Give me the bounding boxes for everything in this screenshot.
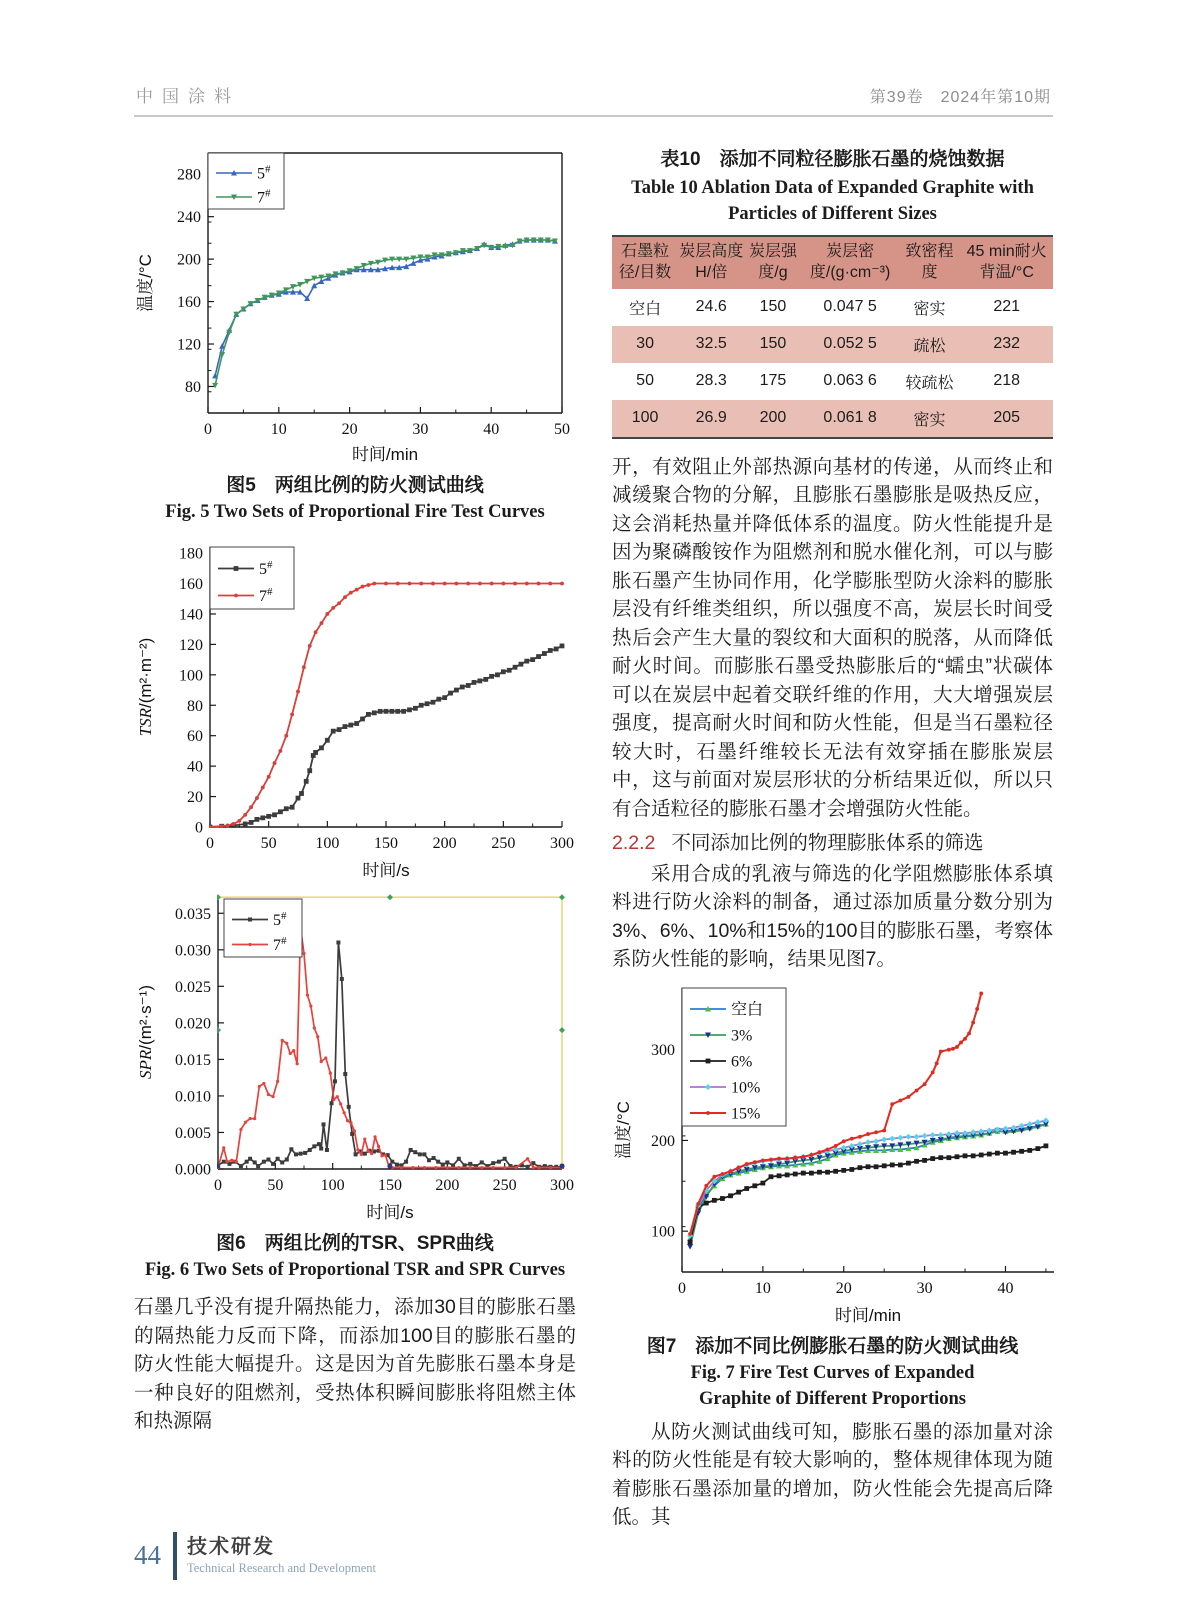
figure-5 xyxy=(134,137,576,525)
svg-text:10: 10 xyxy=(754,1279,771,1297)
table-row: 30 32.5 150 0.052 5 疏松 232 xyxy=(612,326,1053,363)
svg-text:7#: 7# xyxy=(259,586,273,605)
svg-text:0.005: 0.005 xyxy=(175,1124,211,1142)
journal-name: 中国涂料 xyxy=(136,87,240,106)
svg-text:30: 30 xyxy=(916,1279,933,1297)
svg-text:200: 200 xyxy=(435,1177,460,1194)
left-column xyxy=(134,137,576,1532)
left-paragraph: 石墨几乎没有提升隔热能力，添加30目的膨胀石墨的隔热能力反而下降，而添加100目的膨胀石墨的防火性能大幅提升。这是因为首先膨胀石墨本身是一种良好的阻燃剂，受热体积瞬间膨胀将阻燃主体和热源隔 xyxy=(134,1296,576,1432)
svg-text:0.030: 0.030 xyxy=(175,942,211,960)
fig5-caption-en: Fig. 5 Two Sets of Proportional Fire Test Curves xyxy=(165,502,545,522)
svg-text:0: 0 xyxy=(678,1279,686,1297)
table10-title-en: Table 10 Ablation Data of Expanded Graphite with Particles of Different Sizes xyxy=(631,178,1034,224)
svg-text:20: 20 xyxy=(835,1279,852,1297)
table10-header-cell: 炭层强度/g xyxy=(748,243,797,281)
two-column-layout xyxy=(134,137,1053,1532)
fig5-caption-cn: 图5 两组比例的防火测试曲线 xyxy=(226,475,484,496)
svg-text:20: 20 xyxy=(187,789,203,807)
svg-text:100: 100 xyxy=(179,667,203,685)
svg-text:150: 150 xyxy=(374,835,398,852)
footer-section xyxy=(187,1535,376,1577)
svg-text:0.000: 0.000 xyxy=(175,1161,211,1179)
svg-text:100: 100 xyxy=(320,1177,345,1194)
table10-header-cell: 45 min耐火背温/°C xyxy=(966,243,1047,281)
svg-text:时间/s: 时间/s xyxy=(362,861,410,880)
svg-text:200: 200 xyxy=(651,1132,675,1150)
table10 xyxy=(612,235,1053,439)
svg-text:时间/min: 时间/min xyxy=(351,445,419,464)
svg-text:时间/s: 时间/s xyxy=(366,1203,414,1222)
svg-text:15%: 15% xyxy=(731,1105,761,1123)
footer-section-cn: 技术研发 xyxy=(187,1535,275,1558)
svg-text:200: 200 xyxy=(177,251,201,269)
right-paragraph-3: 从防火测试曲线可知，膨胀石墨的添加量对涂料的防火性能是有较大影响的，整体规律体现为随着膨胀石墨添加量的增加，防火性能会先提高后降低。其 xyxy=(612,1420,1053,1529)
svg-text:7#: 7# xyxy=(273,935,287,954)
svg-text:280: 280 xyxy=(177,166,201,184)
svg-text:10%: 10% xyxy=(731,1079,761,1097)
svg-text:140: 140 xyxy=(179,606,203,624)
table-row: 100 26.9 200 0.061 8 密实 205 xyxy=(612,400,1053,438)
svg-text:5#: 5# xyxy=(259,559,273,578)
svg-text:30: 30 xyxy=(412,421,429,438)
table10-header-cell: 炭层密度/(g·cm⁻³) xyxy=(809,243,891,281)
svg-text:180: 180 xyxy=(179,545,203,563)
svg-text:时间/min: 时间/min xyxy=(834,1305,902,1325)
table10-title-cn: 表10 添加不同粒径膨胀石墨的烧蚀数据 xyxy=(660,149,1005,170)
svg-text:100: 100 xyxy=(315,835,340,852)
fig7-fire-test-chart xyxy=(612,978,1064,1330)
svg-text:250: 250 xyxy=(492,1177,517,1194)
svg-text:80: 80 xyxy=(185,378,201,396)
fig7-caption-en: Fig. 7 Fire Test Curves of Expanded Graphite of Different Proportions xyxy=(690,1362,975,1409)
table10-body xyxy=(612,289,1053,438)
svg-text:200: 200 xyxy=(432,835,457,852)
figure-6 xyxy=(134,535,576,1283)
footer-divider xyxy=(173,1532,177,1580)
svg-text:空白: 空白 xyxy=(731,1001,764,1019)
svg-text:50: 50 xyxy=(267,1177,284,1194)
section-title: 不同添加比例的物理膨胀体系的筛选 xyxy=(671,832,984,855)
svg-text:40: 40 xyxy=(997,1279,1014,1297)
footer-section-en: Technical Research and Development xyxy=(187,1560,376,1575)
svg-text:5#: 5# xyxy=(273,910,287,929)
svg-text:160: 160 xyxy=(179,576,203,594)
svg-text:0.025: 0.025 xyxy=(175,978,211,996)
svg-text:7#: 7# xyxy=(257,187,271,207)
table10-header-cell: 炭层高度H/倍 xyxy=(679,243,744,281)
svg-text:6%: 6% xyxy=(731,1053,753,1071)
svg-text:0.020: 0.020 xyxy=(175,1015,211,1033)
svg-text:100: 100 xyxy=(651,1223,675,1241)
svg-text:50: 50 xyxy=(260,835,277,852)
svg-text:10: 10 xyxy=(270,421,287,438)
fig5-temperature-chart xyxy=(134,137,574,469)
svg-text:300: 300 xyxy=(651,1041,675,1059)
svg-text:0: 0 xyxy=(214,1177,222,1194)
table-row: 50 28.3 175 0.063 6 较疏松 218 xyxy=(636,372,1021,392)
svg-text:160: 160 xyxy=(177,294,201,312)
svg-text:120: 120 xyxy=(179,636,203,654)
svg-text:0.010: 0.010 xyxy=(175,1088,211,1106)
page-header xyxy=(134,0,1053,117)
page-number: 44 xyxy=(134,1540,161,1571)
svg-text:50: 50 xyxy=(554,421,570,438)
svg-text:0: 0 xyxy=(206,835,214,852)
svg-text:300: 300 xyxy=(550,1177,574,1194)
svg-text:300: 300 xyxy=(550,835,574,852)
svg-text:40: 40 xyxy=(187,758,203,776)
table-row: 空白 24.6 150 0.047 5 密实 221 xyxy=(629,298,1021,318)
right-paragraph-1: 开，有效阻止外部热源向基材的传递，从而终止和减缓聚合物的分解，且膨胀石墨膨胀是吸热反应，这会消耗热量并降低体系的温度。防火性能提升是因为聚磷酸铵作为阻燃剂和脱水催化剂，可以与膨胀石墨产生协同作用，化学膨胀型防火涂料的膨胀层没有纤维类组织，所以强度不高，炭层长时间受热后会产生大量的裂纹和大面积的脱落，从而降低耐火时间。而膨胀石墨受热膨胀后的“蠕虫”状碳体可以在炭层中起着交联纤维的作用，大大增强炭层强度，提高耐火时间和防火性能，但是当石墨粒径较大时，石墨纤维较长无法有效穿插在膨胀炭层中，这与前面对炭层形状的分析结果近似，所以只有合适粒径的膨胀石墨才会增强防火性能。 xyxy=(612,455,1053,820)
svg-text:0: 0 xyxy=(195,819,203,837)
svg-text:SPR/(m²·s⁻¹): SPR/(m²·s⁻¹) xyxy=(136,985,155,1079)
fig6-spr-chart xyxy=(134,885,574,1227)
fig6-tsr-chart xyxy=(134,535,574,885)
svg-text:0.035: 0.035 xyxy=(175,905,211,923)
svg-text:温度/°C: 温度/°C xyxy=(136,254,155,312)
svg-text:250: 250 xyxy=(491,835,516,852)
table10-head-row xyxy=(612,236,1053,289)
fig6-caption-en: Fig. 6 Two Sets of Proportional TSR and SPR Curves xyxy=(144,1260,566,1280)
svg-text:0: 0 xyxy=(204,421,212,438)
table10-header-cell: 石墨粒径/目数 xyxy=(618,243,672,281)
svg-text:温度/°C: 温度/°C xyxy=(614,1100,633,1159)
issue-info: 第39卷 2024年第10期 xyxy=(869,89,1051,106)
page-footer xyxy=(134,1532,1187,1600)
svg-text:240: 240 xyxy=(177,209,201,227)
table10-header-cell: 致密程度 xyxy=(905,243,954,281)
svg-text:40: 40 xyxy=(483,421,500,438)
right-paragraph-2: 采用合成的乳液与筛选的化学阻燃膨胀体系填料进行防火涂料的制备，通过添加质量分数分别为3%、6%、10%和15%的100目的膨胀石墨，考察体系防火性能的影响，结果见图7。 xyxy=(612,862,1053,971)
svg-text:150: 150 xyxy=(378,1177,402,1194)
svg-text:0.015: 0.015 xyxy=(175,1051,211,1069)
svg-text:80: 80 xyxy=(187,697,203,715)
svg-text:120: 120 xyxy=(177,336,201,354)
fig6-caption-cn: 图6 两组比例的TSR、SPR曲线 xyxy=(216,1233,494,1254)
svg-text:5#: 5# xyxy=(257,163,271,183)
svg-text:60: 60 xyxy=(187,728,203,746)
svg-text:3%: 3% xyxy=(731,1027,753,1045)
svg-text:TSR/(m²·m⁻²): TSR/(m²·m⁻²) xyxy=(136,637,155,737)
right-column xyxy=(612,137,1053,1532)
svg-text:20: 20 xyxy=(341,421,358,438)
section-heading xyxy=(612,829,1053,858)
figure-7 xyxy=(612,978,1053,1412)
fig7-caption-cn: 图7 添加不同比例膨胀石墨的防火测试曲线 xyxy=(646,1335,1019,1357)
section-number: 2.2.2 xyxy=(612,832,656,855)
